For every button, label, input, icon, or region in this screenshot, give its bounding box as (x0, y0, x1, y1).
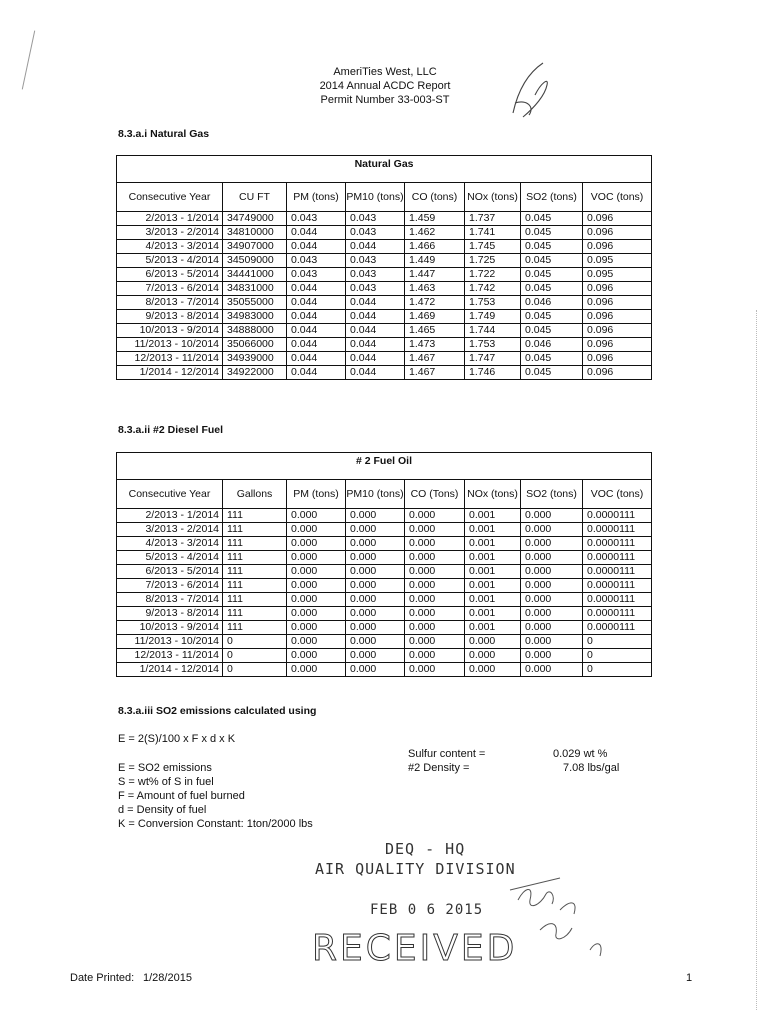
value-cell: 0.000 (405, 523, 465, 537)
value-cell: 0.000 (287, 509, 346, 523)
value-cell: 0.0000111 (583, 579, 652, 593)
value-cell: 0.096 (583, 338, 652, 352)
value-cell: 1.467 (405, 352, 465, 366)
value-cell: 0.000 (346, 565, 405, 579)
value-cell: 34983000 (223, 310, 287, 324)
natural-gas-table-title: Natural Gas (117, 156, 652, 183)
value-cell: 0.043 (346, 212, 405, 226)
column-header: PM10 (tons) (346, 183, 405, 212)
value-cell: 111 (223, 607, 287, 621)
company-name: AmeriTies West, LLC (333, 66, 437, 78)
handwritten-note (500, 870, 620, 970)
value-cell: 0.043 (346, 282, 405, 296)
year-range-cell: 4/2013 - 3/2014 (117, 240, 223, 254)
value-cell: 0.043 (287, 212, 346, 226)
table-row (117, 607, 652, 621)
value-cell: 0.045 (521, 226, 583, 240)
report-name: 2014 Annual ACDC Report (319, 80, 451, 92)
table-row (117, 663, 652, 677)
year-range-cell: 11/2013 - 10/2014 (117, 635, 223, 649)
year-range-cell: 5/2013 - 4/2014 (117, 254, 223, 268)
value-cell: 0.001 (465, 509, 521, 523)
table-row (117, 537, 652, 551)
value-cell: 0.043 (346, 268, 405, 282)
value-cell: 0.044 (287, 226, 346, 240)
value-cell: 0.044 (346, 338, 405, 352)
column-header: Consecutive Year (117, 480, 223, 509)
value-cell: 34749000 (223, 212, 287, 226)
table-row (117, 338, 652, 352)
value-cell: 0.096 (583, 366, 652, 380)
table-row (117, 212, 652, 226)
value-cell: 0.096 (583, 212, 652, 226)
value-cell: 0.0000111 (583, 607, 652, 621)
value-cell: 0.000 (287, 551, 346, 565)
value-cell: 0.000 (405, 649, 465, 663)
density-label: #2 Density = (408, 762, 470, 774)
value-cell: 0.000 (346, 621, 405, 635)
year-range-cell: 2/2013 - 1/2014 (117, 509, 223, 523)
value-cell: 0.096 (583, 282, 652, 296)
value-cell: 0.000 (287, 607, 346, 621)
value-cell: 0.000 (346, 537, 405, 551)
value-cell: 0.044 (287, 324, 346, 338)
value-cell: 111 (223, 537, 287, 551)
column-header: PM (tons) (287, 183, 346, 212)
value-cell: 0 (583, 663, 652, 677)
sulfur-content-label: Sulfur content = (408, 748, 486, 760)
value-cell: 0.0000111 (583, 565, 652, 579)
column-header: PM10 (tons) (346, 480, 405, 509)
value-cell: 1.753 (465, 296, 521, 310)
value-cell: 0.045 (521, 366, 583, 380)
natural-gas-table (116, 155, 652, 380)
value-cell: 0.000 (346, 607, 405, 621)
value-cell: 1.725 (465, 254, 521, 268)
column-header: CU FT (223, 183, 287, 212)
year-range-cell: 5/2013 - 4/2014 (117, 551, 223, 565)
column-header: NOx (tons) (465, 480, 521, 509)
column-header: SO2 (tons) (521, 480, 583, 509)
value-cell: 0.046 (521, 338, 583, 352)
column-header: Gallons (223, 480, 287, 509)
value-cell: 0.000 (346, 509, 405, 523)
year-range-cell: 1/2014 - 12/2014 (117, 663, 223, 677)
value-cell: 0.000 (521, 663, 583, 677)
permit-number: Permit Number 33-003-ST (320, 94, 450, 106)
definition-line: d = Density of fuel (118, 804, 207, 816)
table-row (117, 282, 652, 296)
definition-line: K = Conversion Constant: 1ton/2000 lbs (118, 818, 313, 830)
so2-formula: E = 2(S)/100 x F x d x K (118, 733, 236, 745)
year-range-cell: 10/2013 - 9/2014 (117, 324, 223, 338)
table-row (117, 509, 652, 523)
value-cell: 0.000 (287, 537, 346, 551)
value-cell: 0.000 (521, 565, 583, 579)
value-cell: 0.000 (405, 663, 465, 677)
stamp-agency: DEQ - HQ (385, 840, 466, 858)
value-cell: 0 (223, 649, 287, 663)
value-cell: 0.001 (465, 537, 521, 551)
value-cell: 0.000 (346, 551, 405, 565)
table-row (117, 523, 652, 537)
year-range-cell: 12/2013 - 11/2014 (117, 352, 223, 366)
value-cell: 34831000 (223, 282, 287, 296)
table-row (117, 352, 652, 366)
definition-line: F = Amount of fuel burned (118, 790, 245, 802)
value-cell: 0.045 (521, 352, 583, 366)
year-range-cell: 6/2013 - 5/2014 (117, 565, 223, 579)
value-cell: 0.000 (287, 621, 346, 635)
value-cell: 34509000 (223, 254, 287, 268)
value-cell: 1.472 (405, 296, 465, 310)
value-cell: 0.000 (465, 663, 521, 677)
year-range-cell: 7/2013 - 6/2014 (117, 282, 223, 296)
year-range-cell: 9/2013 - 8/2014 (117, 607, 223, 621)
value-cell: 1.745 (465, 240, 521, 254)
definition-line: S = wt% of S in fuel (118, 776, 214, 788)
stamp-received: RECEIVED (312, 928, 518, 969)
year-range-cell: 9/2013 - 8/2014 (117, 310, 223, 324)
year-range-cell: 7/2013 - 6/2014 (117, 579, 223, 593)
value-cell: 0.043 (346, 226, 405, 240)
value-cell: 0.000 (405, 537, 465, 551)
value-cell: 0.000 (346, 649, 405, 663)
natural-gas-section-title: 8.3.a.i Natural Gas (118, 128, 210, 140)
value-cell: 0.000 (287, 593, 346, 607)
table-row (117, 226, 652, 240)
year-range-cell: 11/2013 - 10/2014 (117, 338, 223, 352)
value-cell: 0.000 (521, 509, 583, 523)
value-cell: 34810000 (223, 226, 287, 240)
fuel-oil-table (116, 452, 652, 677)
value-cell: 0.000 (346, 635, 405, 649)
table-row (117, 565, 652, 579)
value-cell: 0.045 (521, 282, 583, 296)
value-cell: 0.000 (521, 593, 583, 607)
value-cell: 0.044 (287, 282, 346, 296)
value-cell: 0.096 (583, 310, 652, 324)
value-cell: 1.753 (465, 338, 521, 352)
year-range-cell: 3/2013 - 2/2014 (117, 226, 223, 240)
value-cell: 34939000 (223, 352, 287, 366)
value-cell: 0.001 (465, 523, 521, 537)
column-header: NOx (tons) (465, 183, 521, 212)
column-header: VOC (tons) (583, 183, 652, 212)
value-cell: 0.043 (287, 254, 346, 268)
value-cell: 0.000 (521, 579, 583, 593)
value-cell: 0.044 (287, 352, 346, 366)
year-range-cell: 6/2013 - 5/2014 (117, 268, 223, 282)
value-cell: 1.449 (405, 254, 465, 268)
value-cell: 0.000 (521, 649, 583, 663)
date-printed-value: 1/28/2015 (143, 972, 192, 984)
table-row (117, 240, 652, 254)
value-cell: 1.459 (405, 212, 465, 226)
column-header: CO (Tons) (405, 480, 465, 509)
table-row (117, 593, 652, 607)
value-cell: 0 (223, 635, 287, 649)
value-cell: 0.046 (521, 296, 583, 310)
column-header: Consecutive Year (117, 183, 223, 212)
value-cell: 111 (223, 565, 287, 579)
table-row (117, 296, 652, 310)
table-row (117, 310, 652, 324)
value-cell: 0.044 (346, 310, 405, 324)
definition-line: E = SO2 emissions (118, 762, 212, 774)
value-cell: 35055000 (223, 296, 287, 310)
table-row (117, 254, 652, 268)
scan-mark (756, 310, 758, 1010)
value-cell: 0.044 (287, 366, 346, 380)
year-range-cell: 10/2013 - 9/2014 (117, 621, 223, 635)
value-cell: 0.044 (346, 352, 405, 366)
table-row (117, 635, 652, 649)
value-cell: 0.000 (521, 551, 583, 565)
value-cell: 1.746 (465, 366, 521, 380)
value-cell: 0.000 (405, 551, 465, 565)
value-cell: 0.043 (287, 268, 346, 282)
value-cell: 0.000 (521, 537, 583, 551)
value-cell: 1.742 (465, 282, 521, 296)
value-cell: 0.044 (346, 366, 405, 380)
fuel-oil-section-title: 8.3.a.ii #2 Diesel Fuel (118, 424, 224, 436)
year-range-cell: 8/2013 - 7/2014 (117, 593, 223, 607)
value-cell: 0.043 (346, 254, 405, 268)
value-cell: 0.000 (287, 565, 346, 579)
value-cell: 1.744 (465, 324, 521, 338)
value-cell: 0.045 (521, 268, 583, 282)
value-cell: 1.447 (405, 268, 465, 282)
value-cell: 111 (223, 551, 287, 565)
value-cell: 0.0000111 (583, 523, 652, 537)
column-header: CO (tons) (405, 183, 465, 212)
date-printed-label: Date Printed: (70, 972, 135, 984)
value-cell: 0.096 (583, 226, 652, 240)
value-cell: 0.095 (583, 268, 652, 282)
value-cell: 0.000 (405, 607, 465, 621)
value-cell: 0.045 (521, 240, 583, 254)
value-cell: 0.044 (346, 240, 405, 254)
value-cell: 0.045 (521, 324, 583, 338)
value-cell: 0 (583, 635, 652, 649)
value-cell: 111 (223, 509, 287, 523)
table-row (117, 579, 652, 593)
value-cell: 0.096 (583, 324, 652, 338)
value-cell: 0.000 (346, 663, 405, 677)
value-cell: 34441000 (223, 268, 287, 282)
value-cell: 0.096 (583, 352, 652, 366)
value-cell: 0 (223, 663, 287, 677)
value-cell: 34907000 (223, 240, 287, 254)
value-cell: 0.000 (405, 593, 465, 607)
value-cell: 0.000 (521, 621, 583, 635)
value-cell: 1.747 (465, 352, 521, 366)
column-header: VOC (tons) (583, 480, 652, 509)
table-row (117, 551, 652, 565)
value-cell: 35066000 (223, 338, 287, 352)
sulfur-content-value: 0.029 wt % (553, 748, 608, 760)
page-number: 1 (686, 972, 693, 984)
table-row (117, 366, 652, 380)
value-cell: 34922000 (223, 366, 287, 380)
value-cell: 1.749 (465, 310, 521, 324)
table-row (117, 621, 652, 635)
year-range-cell: 12/2013 - 11/2014 (117, 649, 223, 663)
value-cell: 1.467 (405, 366, 465, 380)
value-cell: 0.000 (287, 523, 346, 537)
value-cell: 0.044 (346, 296, 405, 310)
value-cell: 0.0000111 (583, 593, 652, 607)
value-cell: 0.044 (287, 310, 346, 324)
value-cell: 0.000 (405, 635, 465, 649)
value-cell: 0.096 (583, 296, 652, 310)
value-cell: 111 (223, 593, 287, 607)
value-cell: 111 (223, 621, 287, 635)
value-cell: 0.000 (287, 663, 346, 677)
table-row (117, 268, 652, 282)
year-range-cell: 8/2013 - 7/2014 (117, 296, 223, 310)
value-cell: 0.000 (405, 579, 465, 593)
value-cell: 0.001 (465, 593, 521, 607)
density-value: 7.08 lbs/gal (563, 762, 620, 774)
value-cell: 0.000 (405, 565, 465, 579)
value-cell: 0.000 (346, 523, 405, 537)
value-cell: 0.0000111 (583, 509, 652, 523)
year-range-cell: 3/2013 - 2/2014 (117, 523, 223, 537)
value-cell: 0.001 (465, 551, 521, 565)
value-cell: 0.044 (287, 338, 346, 352)
year-range-cell: 1/2014 - 12/2014 (117, 366, 223, 380)
value-cell: 0.001 (465, 607, 521, 621)
value-cell: 0.044 (346, 324, 405, 338)
year-range-cell: 2/2013 - 1/2014 (117, 212, 223, 226)
value-cell: 1.463 (405, 282, 465, 296)
stamp-date: FEB 0 6 2015 (370, 902, 484, 918)
stamp-division: AIR QUALITY DIVISION (315, 860, 516, 878)
table-row (117, 649, 652, 663)
value-cell: 0.001 (465, 621, 521, 635)
value-cell: 0.095 (583, 254, 652, 268)
value-cell: 0.000 (287, 635, 346, 649)
value-cell: 0.0000111 (583, 621, 652, 635)
value-cell: 0.001 (465, 579, 521, 593)
value-cell: 1.469 (405, 310, 465, 324)
value-cell: 0.045 (521, 310, 583, 324)
value-cell: 1.722 (465, 268, 521, 282)
table-row (117, 324, 652, 338)
handwritten-initials (505, 55, 555, 125)
value-cell: 0.001 (465, 565, 521, 579)
value-cell: 111 (223, 523, 287, 537)
value-cell: 0.000 (521, 635, 583, 649)
value-cell: 0.000 (521, 607, 583, 621)
value-cell: 1.741 (465, 226, 521, 240)
value-cell: 0.045 (521, 254, 583, 268)
value-cell: 0.000 (346, 579, 405, 593)
fuel-oil-table-title: # 2 Fuel Oil (117, 453, 652, 480)
value-cell: 0.000 (346, 593, 405, 607)
value-cell: 0.096 (583, 240, 652, 254)
value-cell: 1.466 (405, 240, 465, 254)
column-header: SO2 (tons) (521, 183, 583, 212)
value-cell: 1.737 (465, 212, 521, 226)
value-cell: 0.000 (405, 621, 465, 635)
value-cell: 0.000 (405, 509, 465, 523)
value-cell: 0.044 (287, 240, 346, 254)
value-cell: 0.000 (287, 579, 346, 593)
year-range-cell: 4/2013 - 3/2014 (117, 537, 223, 551)
so2-section-title: 8.3.a.iii SO2 emissions calculated using (118, 705, 317, 717)
column-header: PM (tons) (287, 480, 346, 509)
value-cell: 0 (583, 649, 652, 663)
value-cell: 111 (223, 579, 287, 593)
value-cell: 0.045 (521, 212, 583, 226)
value-cell: 1.465 (405, 324, 465, 338)
value-cell: 0.044 (287, 296, 346, 310)
value-cell: 0.000 (521, 523, 583, 537)
value-cell: 0.000 (465, 635, 521, 649)
value-cell: 0.000 (465, 649, 521, 663)
value-cell: 0.0000111 (583, 551, 652, 565)
value-cell: 0.0000111 (583, 537, 652, 551)
value-cell: 1.473 (405, 338, 465, 352)
value-cell: 0.000 (287, 649, 346, 663)
value-cell: 1.462 (405, 226, 465, 240)
value-cell: 34888000 (223, 324, 287, 338)
